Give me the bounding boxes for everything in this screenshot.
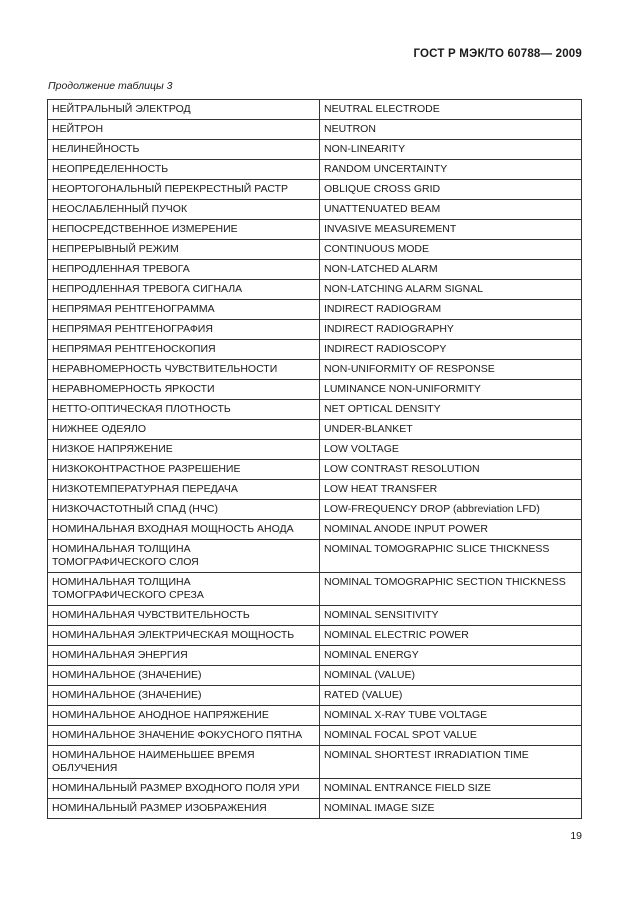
term-russian: НЕРАВНОМЕРНОСТЬ ЯРКОСТИ: [48, 380, 320, 400]
term-russian: НОМИНАЛЬНОЕ (ЗНАЧЕНИЕ): [48, 666, 320, 686]
term-english: NOMINAL ENTRANCE FIELD SIZE: [320, 779, 582, 799]
table-row: [48, 520, 582, 540]
term-russian: НОМИНАЛЬНОЕ (ЗНАЧЕНИЕ): [48, 686, 320, 706]
term-english: NON-LATCHED ALARM: [320, 260, 582, 280]
term-russian: НОМИНАЛЬНЫЙ РАЗМЕР ИЗОБРАЖЕНИЯ: [48, 799, 320, 819]
term-russian: НЕОПРЕДЕЛЕННОСТЬ: [48, 160, 320, 180]
table-row: [48, 480, 582, 500]
term-english: NOMINAL SHORTEST IRRADIATION TIME: [320, 746, 582, 779]
table-row: [48, 540, 582, 573]
document-header: ГОСТ Р МЭК/ТО 60788— 2009: [413, 48, 582, 60]
term-russian: НИЗКОЧАСТОТНЫЙ СПАД (НЧС): [48, 500, 320, 520]
term-russian: НОМИНАЛЬНОЕ ЗНАЧЕНИЕ ФОКУСНОГО ПЯТНА: [48, 726, 320, 746]
term-english: NON-LATCHING ALARM SIGNAL: [320, 280, 582, 300]
table-row: [48, 646, 582, 666]
term-russian: НЕПРОДЛЕННАЯ ТРЕВОГА: [48, 260, 320, 280]
table-row: [48, 606, 582, 626]
table-row: [48, 686, 582, 706]
table-row: [48, 280, 582, 300]
term-english: NOMINAL SENSITIVITY: [320, 606, 582, 626]
term-english: INDIRECT RADIOGRAPHY: [320, 320, 582, 340]
table-row: [48, 220, 582, 240]
term-english: INVASIVE MEASUREMENT: [320, 220, 582, 240]
term-english: RATED (VALUE): [320, 686, 582, 706]
term-russian: НЕЛИНЕЙНОСТЬ: [48, 140, 320, 160]
table-row: [48, 746, 582, 779]
term-english: NET OPTICAL DENSITY: [320, 400, 582, 420]
term-russian: НОМИНАЛЬНАЯ ТОЛЩИНА ТОМОГРАФИЧЕСКОГО СРЕЗА: [48, 573, 320, 606]
term-russian: НЕЙТРОН: [48, 120, 320, 140]
term-russian: НИЗКОТЕМПЕРАТУРНАЯ ПЕРЕДАЧА: [48, 480, 320, 500]
term-english: RANDOM UNCERTAINTY: [320, 160, 582, 180]
table-row: [48, 400, 582, 420]
term-russian: НОМИНАЛЬНАЯ ЭЛЕКТРИЧЕСКАЯ МОЩНОСТЬ: [48, 626, 320, 646]
table-row: [48, 666, 582, 686]
term-english: NOMINAL ENERGY: [320, 646, 582, 666]
table-row: [48, 140, 582, 160]
table-row: [48, 240, 582, 260]
table-caption: Продолжение таблицы 3: [48, 80, 173, 92]
page-number: 19: [570, 830, 582, 842]
term-english: LOW CONTRAST RESOLUTION: [320, 460, 582, 480]
table-row: [48, 340, 582, 360]
table-row: [48, 626, 582, 646]
table-row: [48, 200, 582, 220]
term-english: INDIRECT RADIOSCOPY: [320, 340, 582, 360]
term-russian: НЕОРТОГОНАЛЬНЫЙ ПЕРЕКРЕСТНЫЙ РАСТР: [48, 180, 320, 200]
term-russian: НЕПРЯМАЯ РЕНТГЕНОГРАММА: [48, 300, 320, 320]
table-row: [48, 706, 582, 726]
table-row: [48, 500, 582, 520]
term-english: NON-UNIFORMITY OF RESPONSE: [320, 360, 582, 380]
term-english: NOMINAL TOMOGRAPHIC SECTION THICKNESS: [320, 573, 582, 606]
table-row: [48, 779, 582, 799]
term-russian: НЕПРЯМАЯ РЕНТГЕНОГРАФИЯ: [48, 320, 320, 340]
table-row: [48, 120, 582, 140]
term-russian: НЕОСЛАБЛЕННЫЙ ПУЧОК: [48, 200, 320, 220]
term-russian: НОМИНАЛЬНЫЙ РАЗМЕР ВХОДНОГО ПОЛЯ УРИ: [48, 779, 320, 799]
term-russian: НИЗКОКОНТРАСТНОЕ РАЗРЕШЕНИЕ: [48, 460, 320, 480]
term-russian: НЕПОСРЕДСТВЕННОЕ ИЗМЕРЕНИЕ: [48, 220, 320, 240]
table-row: [48, 260, 582, 280]
term-russian: НЕЙТРАЛЬНЫЙ ЭЛЕКТРОД: [48, 100, 320, 120]
term-english: LUMINANCE NON-UNIFORMITY: [320, 380, 582, 400]
table-row: [48, 300, 582, 320]
table-row: [48, 160, 582, 180]
term-english: LOW-FREQUENCY DROP (abbreviation LFD): [320, 500, 582, 520]
term-english: LOW HEAT TRANSFER: [320, 480, 582, 500]
term-russian: НЕПРЯМАЯ РЕНТГЕНОСКОПИЯ: [48, 340, 320, 360]
term-russian: НИЖНЕЕ ОДЕЯЛО: [48, 420, 320, 440]
terms-table-body: [48, 100, 582, 819]
term-russian: НОМИНАЛЬНАЯ ТОЛЩИНА ТОМОГРАФИЧЕСКОГО СЛОЯ: [48, 540, 320, 573]
term-russian: НЕРАВНОМЕРНОСТЬ ЧУВСТВИТЕЛЬНОСТИ: [48, 360, 320, 380]
term-russian: НЕПРЕРЫВНЫЙ РЕЖИМ: [48, 240, 320, 260]
term-english: NOMINAL (VALUE): [320, 666, 582, 686]
term-english: NOMINAL ANODE INPUT POWER: [320, 520, 582, 540]
table-row: [48, 460, 582, 480]
term-english: NOMINAL FOCAL SPOT VALUE: [320, 726, 582, 746]
term-russian: НИЗКОЕ НАПРЯЖЕНИЕ: [48, 440, 320, 460]
term-english: UNDER-BLANKET: [320, 420, 582, 440]
term-english: LOW VOLTAGE: [320, 440, 582, 460]
table-row: [48, 726, 582, 746]
term-russian: НОМИНАЛЬНОЕ АНОДНОЕ НАПРЯЖЕНИЕ: [48, 706, 320, 726]
table-row: [48, 180, 582, 200]
table-row: [48, 440, 582, 460]
term-russian: НОМИНАЛЬНАЯ ВХОДНАЯ МОЩНОСТЬ АНОДА: [48, 520, 320, 540]
term-english: INDIRECT RADIOGRAM: [320, 300, 582, 320]
table-row: [48, 360, 582, 380]
term-russian: НОМИНАЛЬНАЯ ЭНЕРГИЯ: [48, 646, 320, 666]
term-english: NOMINAL X-RAY TUBE VOLTAGE: [320, 706, 582, 726]
table-row: [48, 320, 582, 340]
table-row: [48, 420, 582, 440]
term-english: OBLIQUE CROSS GRID: [320, 180, 582, 200]
table-row: [48, 799, 582, 819]
table-row: [48, 573, 582, 606]
term-russian: НОМИНАЛЬНОЕ НАИМЕНЬШЕЕ ВРЕМЯ ОБЛУЧЕНИЯ: [48, 746, 320, 779]
term-english: CONTINUOUS MODE: [320, 240, 582, 260]
terms-table: [47, 99, 582, 819]
term-russian: НЕПРОДЛЕННАЯ ТРЕВОГА СИГНАЛА: [48, 280, 320, 300]
term-russian: НОМИНАЛЬНАЯ ЧУВСТВИТЕЛЬНОСТЬ: [48, 606, 320, 626]
term-russian: НЕТТО-ОПТИЧЕСКАЯ ПЛОТНОСТЬ: [48, 400, 320, 420]
term-english: NOMINAL IMAGE SIZE: [320, 799, 582, 819]
term-english: NOMINAL TOMOGRAPHIC SLICE THICKNESS: [320, 540, 582, 573]
term-english: NON-LINEARITY: [320, 140, 582, 160]
term-english: NOMINAL ELECTRIC POWER: [320, 626, 582, 646]
term-english: NEUTRAL ELECTRODE: [320, 100, 582, 120]
term-english: NEUTRON: [320, 120, 582, 140]
table-row: [48, 380, 582, 400]
term-english: UNATTENUATED BEAM: [320, 200, 582, 220]
table-row: [48, 100, 582, 120]
